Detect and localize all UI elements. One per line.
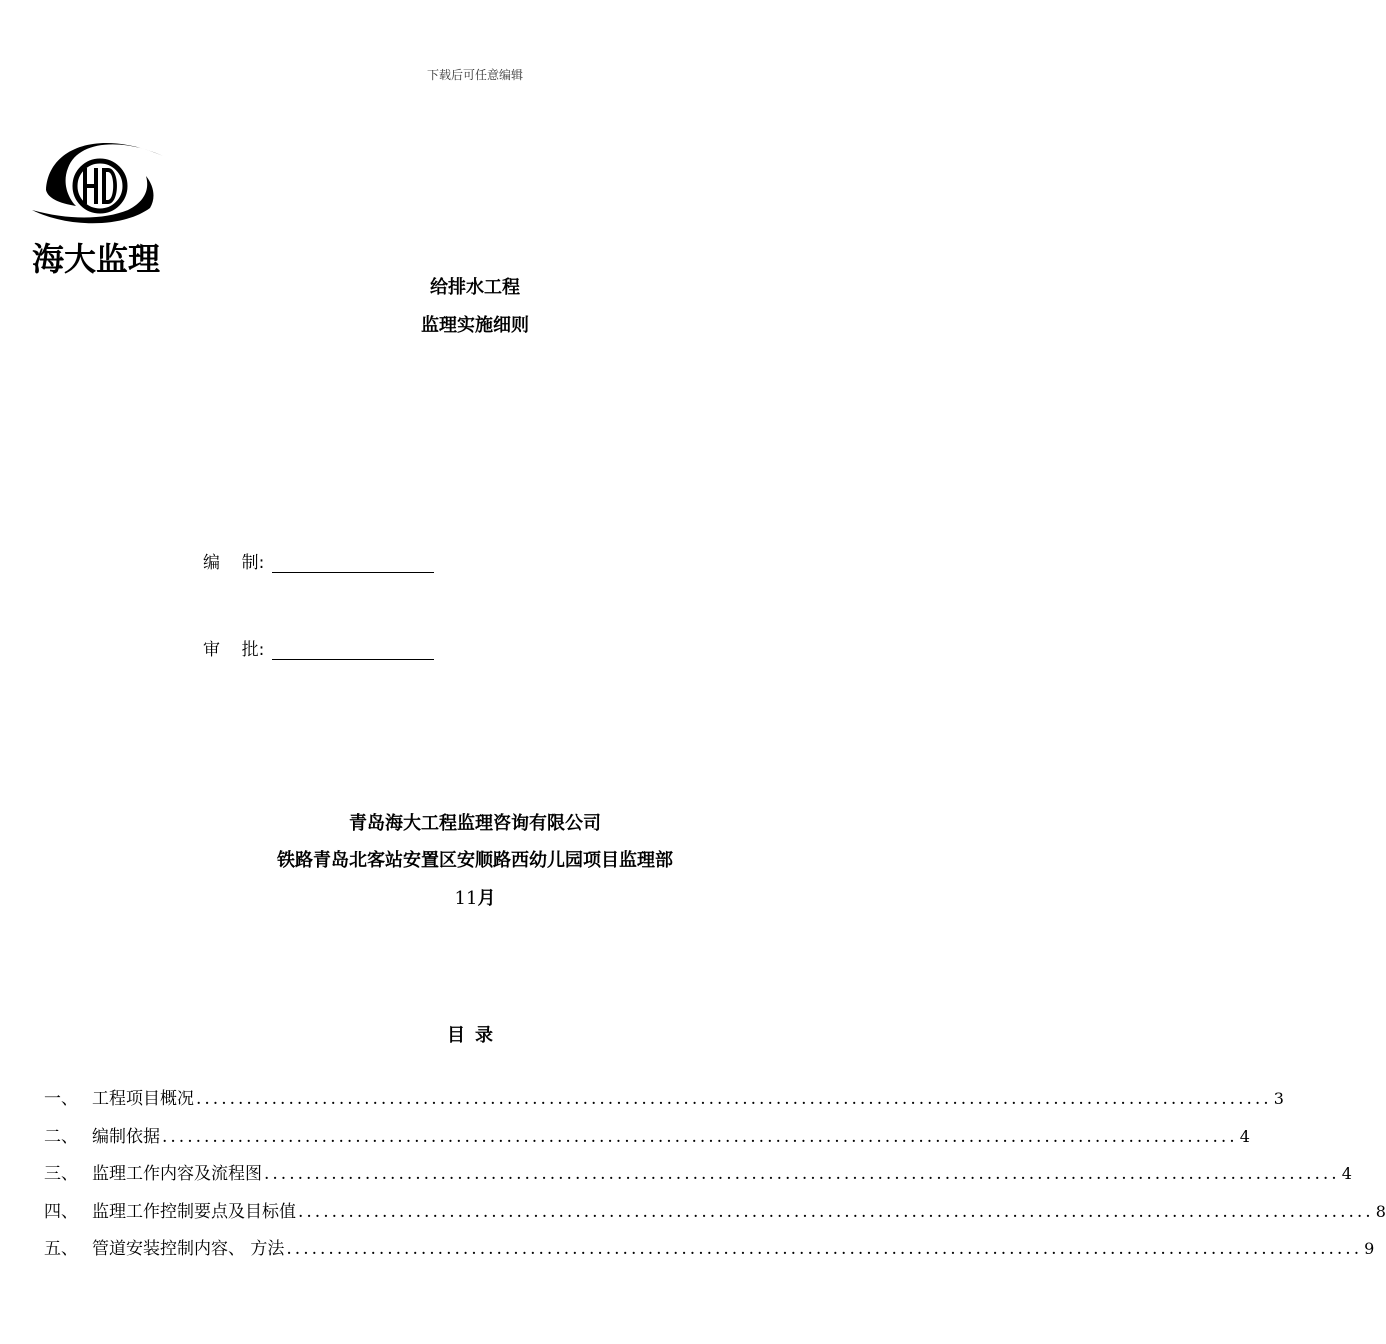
toc-item-page: 8 [1375,1201,1386,1221]
toc-leader-dots: ................................................................................................................................ [196,1089,1272,1109]
toc-item-number: 三、 [44,1164,78,1184]
toc-item-text: 监理工作控制要点及目标值 [92,1201,296,1222]
date-number: 11 [454,888,478,909]
table-of-contents [44,1084,1386,1272]
toc-leader-dots: ................................................................................................................................ [286,1239,1363,1259]
toc-item-text: 编制依据 [92,1126,160,1147]
toc-leader-dots: ................................................................................................................................ [162,1126,1238,1147]
document-date [0,884,950,910]
logo-text: 海大监理 [32,240,161,278]
toc-item-number: 五、 [44,1239,78,1259]
toc-item[interactable] [44,1122,1250,1160]
toc-leader-dots: ................................................................................................................................ [298,1201,1374,1222]
toc-item-text: 工程项目概况 [92,1089,194,1109]
toc-item-text: 管道安装控制内容、 方法 [92,1239,285,1259]
hd-logo-icon [28,128,168,233]
toc-item[interactable] [44,1234,1375,1272]
toc-item-page: 9 [1364,1239,1375,1258]
toc-item-number: 四、 [44,1201,78,1222]
document-title-line2: 监理实施细则 [421,315,529,336]
header-note: 下载后可任意编辑 [426,68,523,82]
toc-item-page: 4 [1341,1164,1352,1183]
company-logo [28,128,173,278]
toc-item-page: 4 [1239,1126,1250,1146]
toc-item[interactable] [44,1197,1386,1235]
date-unit: 月 [477,888,496,909]
signature-line [272,641,434,660]
signature-label: 编 制: [203,553,265,573]
signature-line [272,554,434,573]
toc-item[interactable] [44,1159,1352,1197]
toc-item[interactable] [44,1084,1284,1122]
toc-item-page: 3 [1273,1089,1284,1108]
toc-title: 目录 [447,1025,503,1046]
signature-row-compile [203,548,434,573]
company-name: 青岛海大工程监理咨询有限公司 [349,813,601,834]
toc-item-text: 监理工作内容及流程图 [92,1164,262,1184]
department-name: 铁路青岛北客站安置区安顺路西幼儿园项目监理部 [277,850,673,871]
toc-item-number: 一、 [44,1089,78,1109]
toc-item-number: 二、 [44,1126,78,1147]
document-title-line1: 给排水工程 [430,277,520,298]
toc-leader-dots: ................................................................................................................................ [264,1164,1340,1184]
signature-row-approve [203,635,434,660]
signature-label: 审 批: [203,640,265,660]
